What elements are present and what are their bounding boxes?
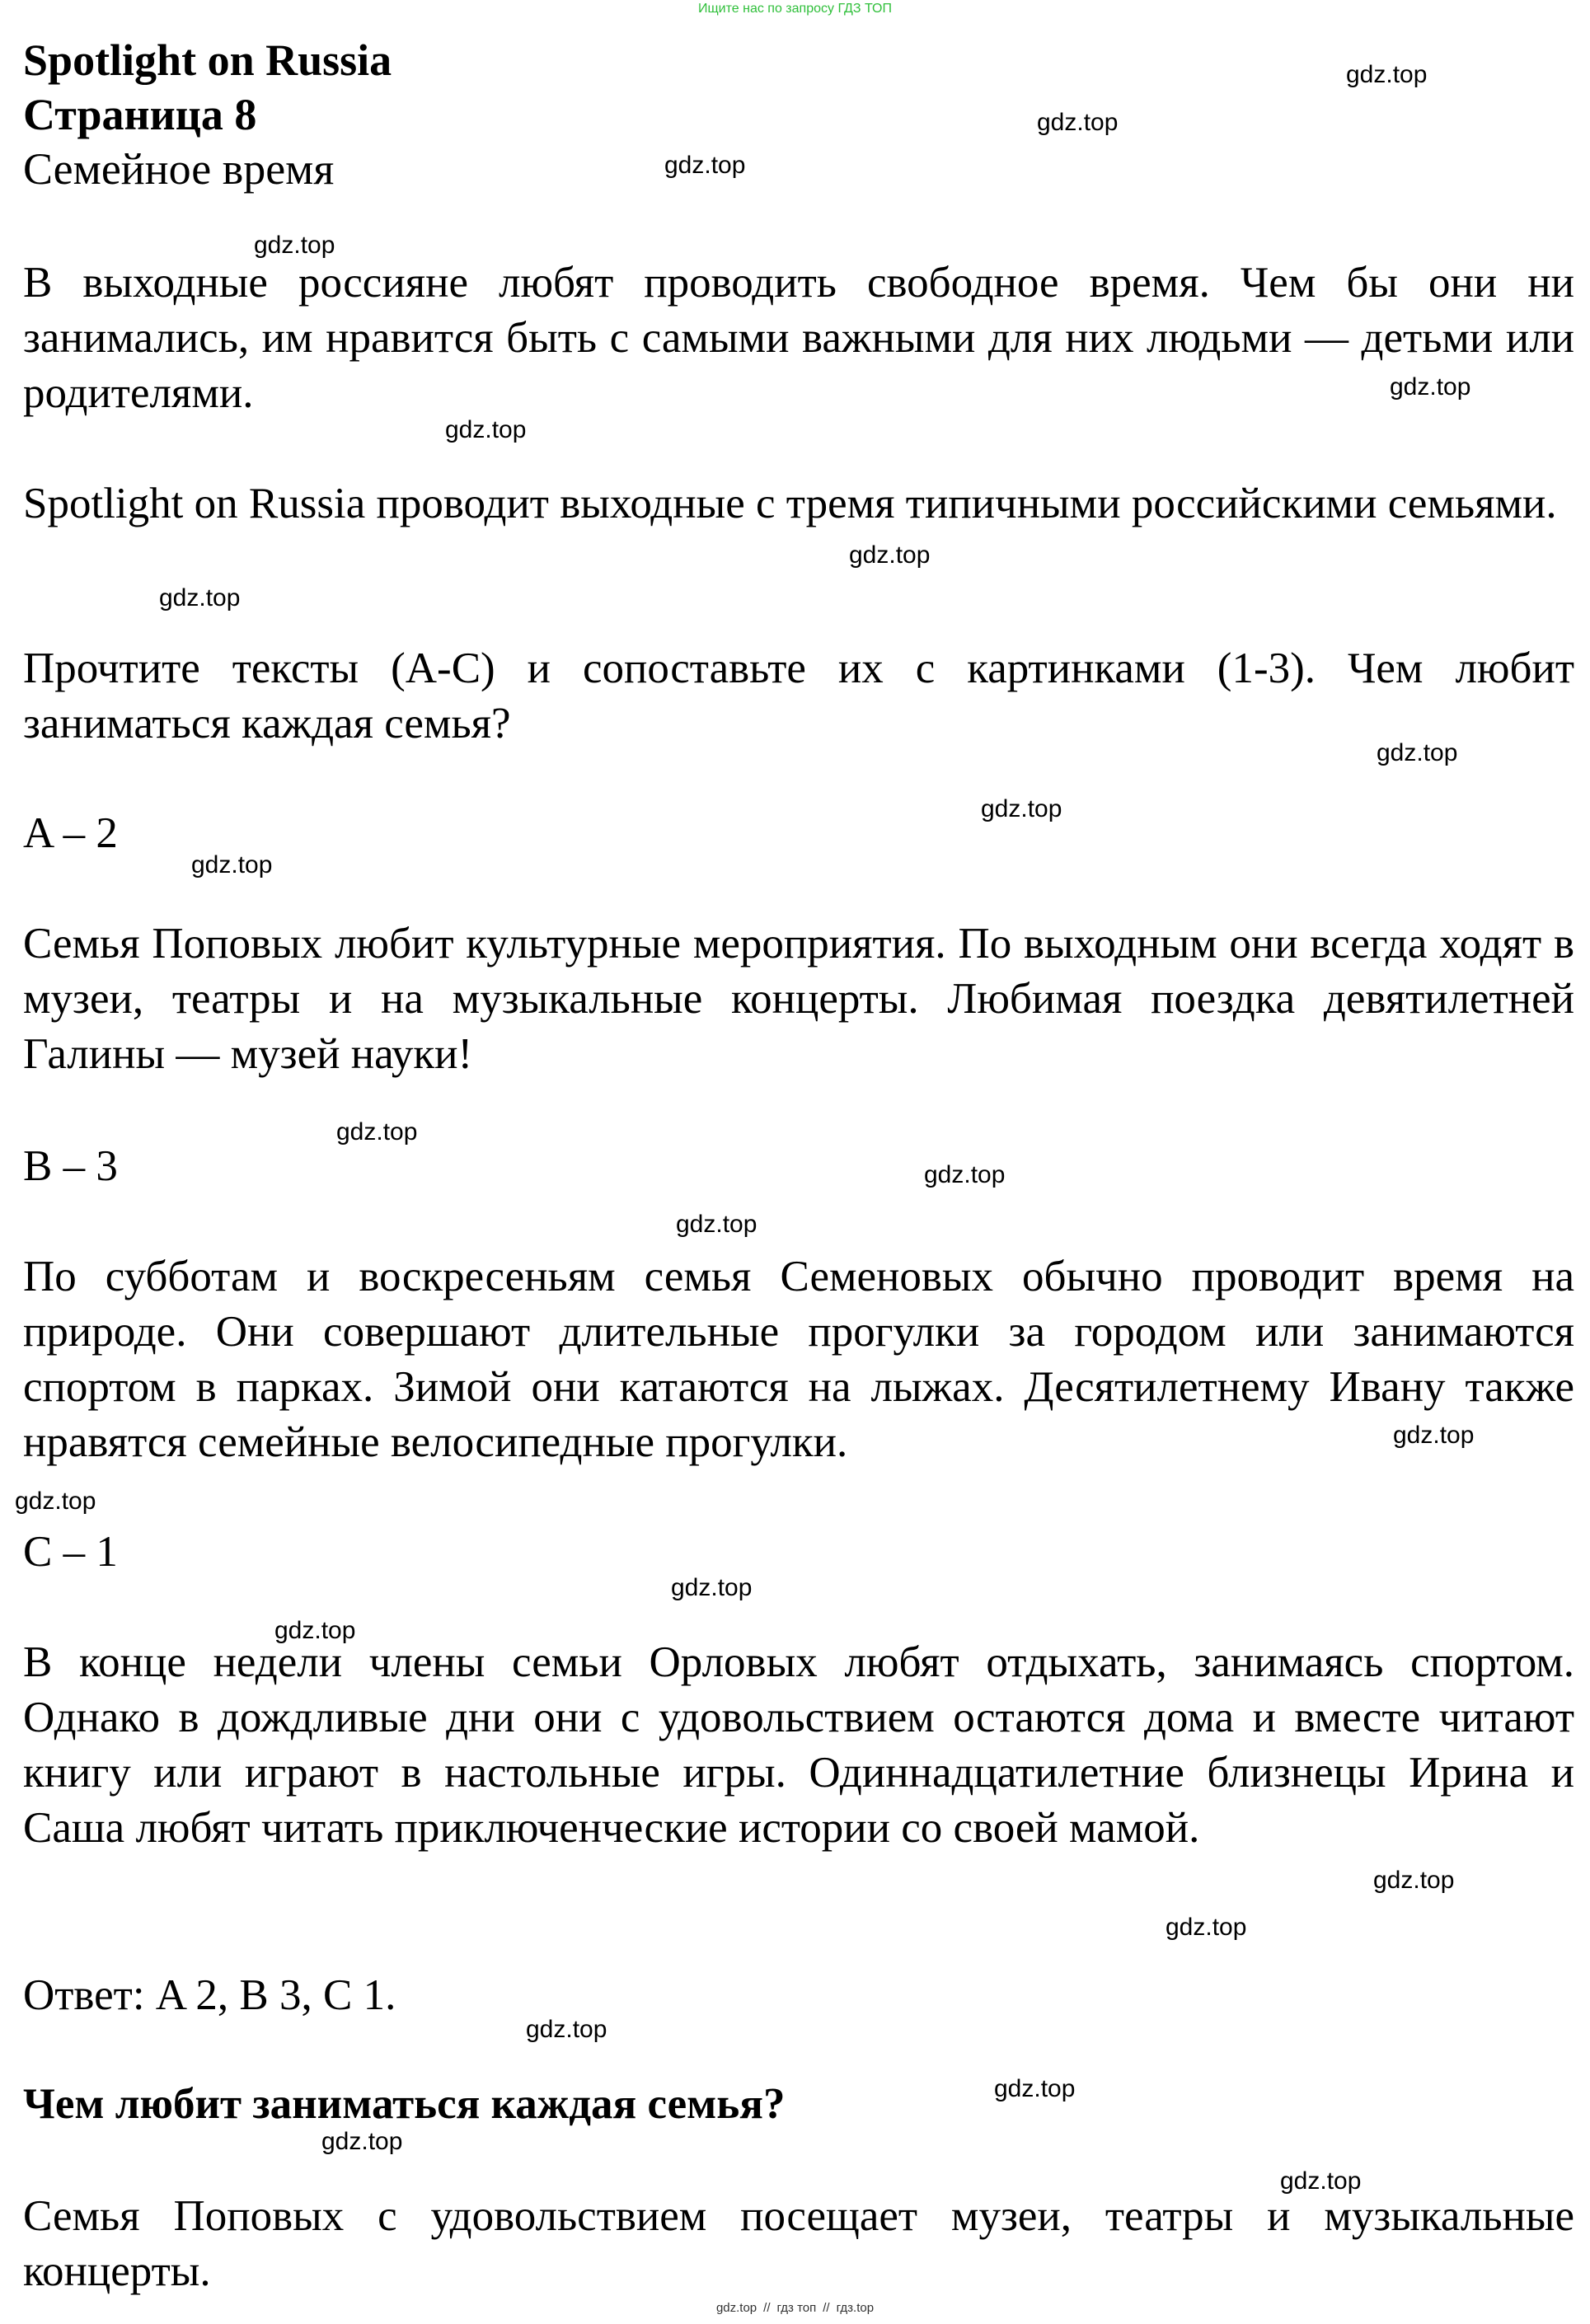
- watermark: gdz.top: [924, 1161, 1006, 1188]
- footer-link[interactable]: гдз топ: [776, 2301, 817, 2315]
- watermark: gdz.top: [664, 152, 746, 179]
- watermark: gdz.top: [1390, 373, 1471, 401]
- watermark: gdz.top: [1377, 739, 1458, 766]
- watermark: gdz.top: [526, 2016, 607, 2043]
- watermark: gdz.top: [321, 2128, 403, 2155]
- watermark: gdz.top: [1037, 109, 1119, 136]
- footer-link[interactable]: гдз.top: [836, 2301, 875, 2315]
- intro-paragraph: В выходные россияне любят проводить свободное время. Чем бы они ни занимались, им нравится быть с самыми важными для них людьми — детьми или родителями.: [23, 259, 1574, 417]
- watermark: gdz.top: [1393, 1422, 1475, 1449]
- match-label-a: A – 2: [23, 809, 118, 857]
- page-title: Spotlight on Russia: [23, 35, 392, 85]
- spotlight-paragraph: Spotlight on Russia проводит выходные с тремя типичными российскими семьями.: [23, 480, 1557, 527]
- text-c-paragraph: В конце недели члены семьи Орловых любят отдыхать, занимаясь спортом. Однако в дождливые дни они с удовольствием остаются дома и вместе читают книгу или играют в настольные игры. Одиннадцатилетние близнецы Ирина и Саша любят читать приключенческие истории со своей мамой.: [23, 1638, 1574, 1852]
- answer-line: Ответ: A 2, B 3, C 1.: [23, 1971, 396, 2019]
- question-heading: Чем любит заниматься каждая семья?: [23, 2080, 786, 2128]
- match-label-c: C – 1: [23, 1528, 118, 1576]
- watermark: gdz.top: [981, 795, 1062, 822]
- watermark: gdz.top: [849, 541, 931, 569]
- watermark: gdz.top: [671, 1574, 753, 1601]
- text-b-paragraph: По субботам и воскресеньям семья Семеновых обычно проводит время на природе. Они совершают длительные прогулки за городом или занимаются спортом в парках. Зимой они катаются на лыжах. Десятилетнему Ивану также нравятся семейные велосипедные прогулки.: [23, 1253, 1574, 1466]
- final-paragraph: Семья Поповых с удовольствием посещает музеи, театры и музыкальные концерты.: [23, 2192, 1574, 2295]
- watermark: gdz.top: [336, 1118, 418, 1146]
- watermark: gdz.top: [15, 1488, 96, 1515]
- watermark: gdz.top: [274, 1617, 356, 1644]
- watermark: gdz.top: [254, 232, 335, 259]
- watermark: gdz.top: [994, 2075, 1076, 2102]
- watermark: gdz.top: [1373, 1867, 1455, 1894]
- watermark: gdz.top: [191, 851, 273, 879]
- footer-separator: //: [823, 2301, 830, 2315]
- watermark: gdz.top: [1346, 61, 1428, 88]
- footer-link[interactable]: gdz.top: [715, 2301, 757, 2315]
- text-a-paragraph: Семья Поповых любит культурные мероприятия. По выходным они всегда ходят в музеи, театры и на музыкальные концерты. Любимая поездка девятилетней Галины — музей науки!: [23, 920, 1574, 1078]
- task-paragraph: Прочтите тексты (A-C) и сопоставьте их с картинками (1-3). Чем любит заниматься каждая семья?: [23, 644, 1574, 747]
- page-number-heading: Страница 8: [23, 90, 257, 139]
- watermark: gdz.top: [159, 584, 241, 611]
- section-title: Семейное время: [23, 144, 335, 194]
- watermark: gdz.top: [445, 416, 527, 443]
- watermark: gdz.top: [1166, 1914, 1247, 1941]
- footer-links: [0, 2300, 1590, 2317]
- match-label-b: B – 3: [23, 1142, 118, 1190]
- watermark: gdz.top: [676, 1211, 757, 1238]
- footer-separator: //: [763, 2301, 771, 2315]
- watermark: gdz.top: [1280, 2167, 1362, 2195]
- top-banner-link[interactable]: Ищите нас по запросу ГДЗ ТОП: [698, 2, 892, 16]
